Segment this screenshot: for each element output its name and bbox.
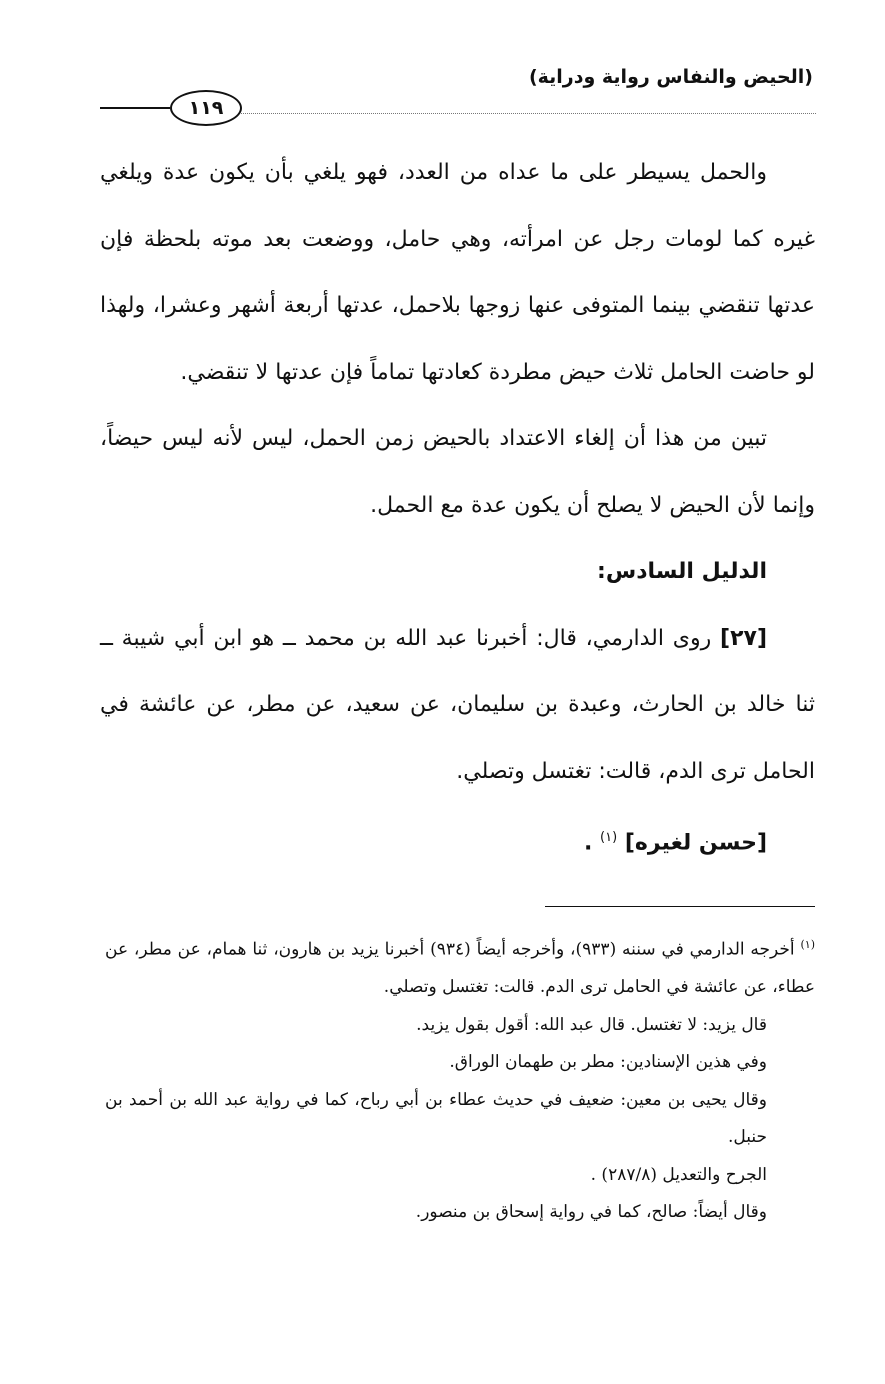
footnote-line-5: الجرح والتعديل (٢٨٧/٨) . [590, 1164, 767, 1185]
footnote-line-3: وفي هذين الإسنادين: مطر بن طهمان الوراق. [449, 1052, 767, 1073]
hadith-text: روى الدارمي، قال: أخبرنا عبد الله بن محمد ــ هو ابن أبي شيبة ــ ثنا خالد بن الحارث، وعبدة بن سليمان، عن سعيد، عن مطر، عن عائشة في الحامل ترى الدم، قالت: تغتسل وتصلي. [100, 625, 815, 784]
section-heading: الدليل السادس: [597, 559, 767, 584]
footnote-line-6: وقال أيضاً: صالح، كما في رواية إسحاق بن منصور. [415, 1202, 767, 1223]
footnote-1-text: أخرجه الدارمي في سننه (٩٣٣)، وأخرجه أيضاً (٩٣٤) أخبرنا يزيد بن هارون، ثنا همام، عن مطر، عن عطاء، عن عائشة في الحامل ترى الدم. قالت: تغتسل وتصلي. [105, 939, 815, 998]
footnote-marker: (١) [800, 938, 815, 951]
paragraph-2: تبين من هذا أن إلغاء الاعتداد بالحيض زمن الحمل، ليس لأنه ليس حيضاً، وإنما لأن الحيض لا يصلح أن يكون عدة مع الحمل. [100, 426, 815, 518]
paragraph-1: والحمل يسيطر على ما عداه من العدد، فهو يلغي بأن يكون عدة ويلغي غيره كما لومات رجل عن امرأته، وهي حامل، ووضعت بعد موته بلحظة فإن عدتها تنقضي بينما المتوفى عنها زوجها بلاحمل، عدتها أربعة أشهر وعشرا، ولهذا لو حاضت الحامل ثلاث حيض مطردة كعادتها تماماً فإن عدتها لا تنقضي. [100, 160, 815, 385]
header-rule-left [100, 107, 170, 109]
footnote-separator [545, 906, 815, 907]
main-text [100, 140, 815, 877]
footnote-1 [105, 926, 815, 1007]
page-number-badge: ١١٩ [170, 90, 242, 126]
footnote-line-4: وقال يحيى بن معين: ضعيف في حديث عطاء بن أبي رباح، كما في رواية عبد الله بن أحمد بن حنبل. [105, 1089, 767, 1148]
hadith-paragraph [100, 606, 815, 806]
running-title: (الحيض والنفاس رواية ودراية) [528, 66, 813, 88]
footnote-line-2: قال يزيد: لا تغتسل. قال عبد الله: أقول بقول يزيد. [416, 1014, 767, 1035]
hadith-number: [٢٧] [720, 625, 767, 651]
grade-end: . [584, 830, 601, 856]
hadith-grade [100, 805, 815, 877]
footnotes [105, 926, 815, 1232]
grade-label: [حسن لغيره] [624, 830, 767, 856]
footnote-reference: (١) [600, 830, 618, 845]
header-rule-right [236, 113, 816, 114]
